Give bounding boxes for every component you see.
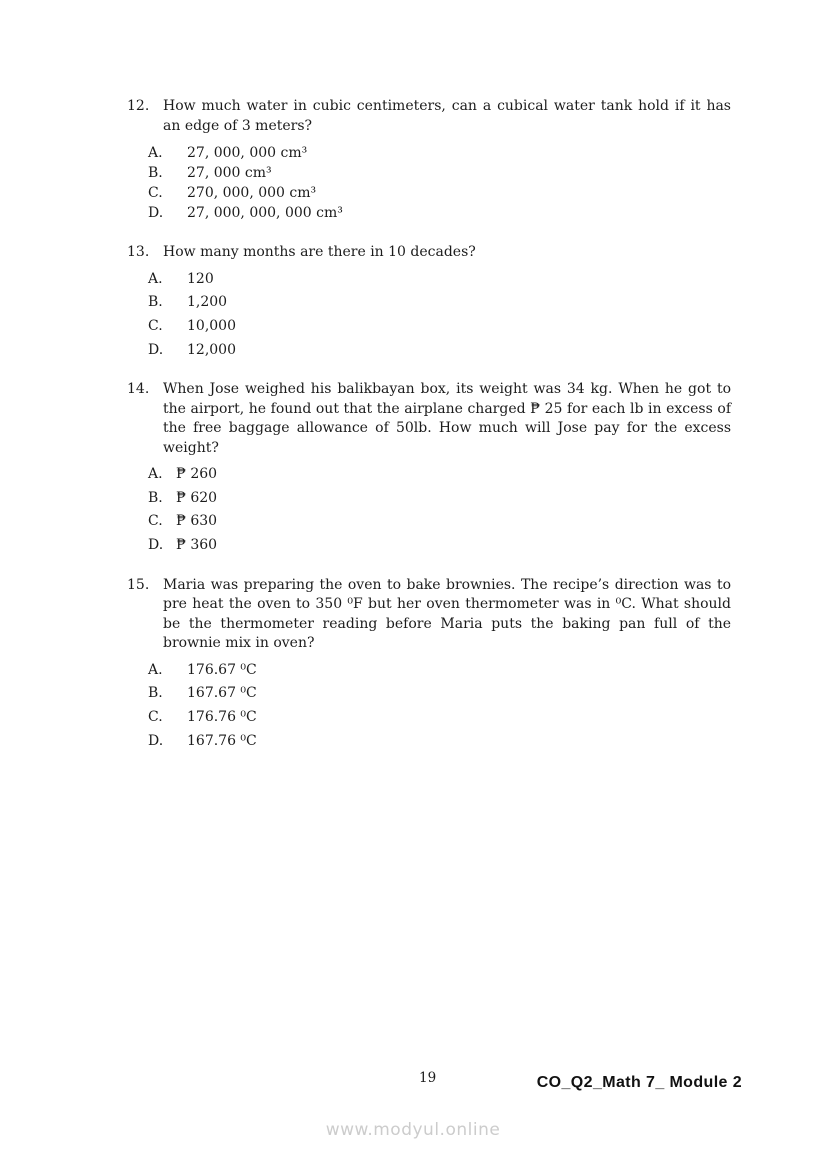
- option-row: [148, 183, 731, 203]
- option-letter: D.: [148, 205, 164, 221]
- option-text: 27, 000, 000 cm³: [187, 145, 308, 161]
- question-line: [127, 576, 731, 654]
- option-row: [148, 317, 731, 337]
- option-text: 27, 000, 000, 000 cm³: [187, 205, 343, 221]
- option-text: 120: [187, 270, 214, 287]
- option-row: [148, 341, 731, 361]
- option-row: [148, 661, 731, 681]
- option-list: [127, 270, 731, 361]
- option-list: [127, 465, 731, 556]
- option-letter: D.: [148, 537, 164, 554]
- question-line: [127, 243, 731, 263]
- option-letter: C.: [148, 513, 163, 530]
- option-row: [148, 489, 731, 509]
- option-letter: C.: [148, 709, 163, 725]
- question-number: 14.: [127, 381, 150, 398]
- option-row: [148, 684, 731, 704]
- option-letter: D.: [148, 341, 164, 358]
- option-letter: A.: [148, 145, 163, 161]
- option-text: 1,200: [187, 294, 228, 311]
- option-letter: B.: [148, 685, 163, 702]
- option-letter: A.: [148, 466, 163, 483]
- question-block: [127, 97, 731, 223]
- question-block: [127, 576, 731, 752]
- option-text: 10,000: [187, 317, 236, 334]
- option-letter: B.: [148, 165, 163, 181]
- question-text: How much water in cubic centimeters, can a cubical water tank hold if it has an edge of 3 meters?: [163, 98, 731, 134]
- question-number: 13.: [127, 244, 150, 260]
- question-text: How many months are there in 10 decades?: [163, 244, 476, 260]
- page-number: 19: [419, 1070, 437, 1086]
- option-row: [148, 536, 731, 556]
- option-text: 12,000: [187, 341, 236, 358]
- option-text: 270, 000, 000 cm³: [187, 185, 317, 201]
- option-letter: A.: [148, 270, 163, 287]
- question-line: [127, 380, 731, 458]
- question-block: [127, 380, 731, 556]
- option-row: [148, 732, 731, 752]
- option-row: [148, 465, 731, 485]
- option-text: ₱ 620: [176, 489, 218, 506]
- question-block: [127, 243, 731, 360]
- option-row: [148, 270, 731, 290]
- option-letter: B.: [148, 489, 163, 506]
- option-row: [148, 203, 731, 223]
- option-list: [127, 661, 731, 752]
- option-text: 176.67 ⁰C: [187, 661, 257, 678]
- question-line: [127, 97, 731, 136]
- option-text: 167.67 ⁰C: [187, 685, 257, 702]
- option-row: [148, 708, 731, 728]
- option-row: [148, 163, 731, 183]
- option-text: ₱ 260: [176, 466, 218, 483]
- option-row: [148, 143, 731, 163]
- question-text: Maria was preparing the oven to bake brownies. The recipe’s direction was to pre heat the oven to 350 ⁰F but her oven thermometer was in ⁰C. What should be the thermometer reading before Maria puts the baking pan full of the brownie mix in oven?: [163, 576, 731, 652]
- option-text: 27, 000 cm³: [187, 165, 272, 181]
- option-letter: C.: [148, 185, 163, 201]
- option-text: 167.76 ⁰C: [187, 732, 257, 749]
- option-letter: A.: [148, 661, 163, 678]
- option-row: [148, 512, 731, 532]
- option-letter: C.: [148, 317, 163, 334]
- question-number: 15.: [127, 576, 150, 593]
- question-text: When Jose weighed his balikbayan box, its weight was 34 kg. When he got to the airport, he found out that the airplane charged ₱ 25 for each lb in excess of the free baggage allowance of 50lb. How much will Jose pay for the excess weight?: [163, 381, 731, 456]
- question-number: 12.: [127, 98, 150, 114]
- option-text: 176.76 ⁰C: [187, 709, 257, 725]
- watermark: www.modyul.online: [325, 1120, 501, 1140]
- module-label: CO_Q2_Math 7_ Module 2: [536, 1074, 742, 1091]
- option-letter: D.: [148, 732, 164, 749]
- option-letter: B.: [148, 294, 163, 311]
- option-text: ₱ 360: [176, 537, 218, 554]
- option-text: ₱ 630: [176, 513, 218, 530]
- option-row: [148, 293, 731, 313]
- option-list: [127, 143, 731, 223]
